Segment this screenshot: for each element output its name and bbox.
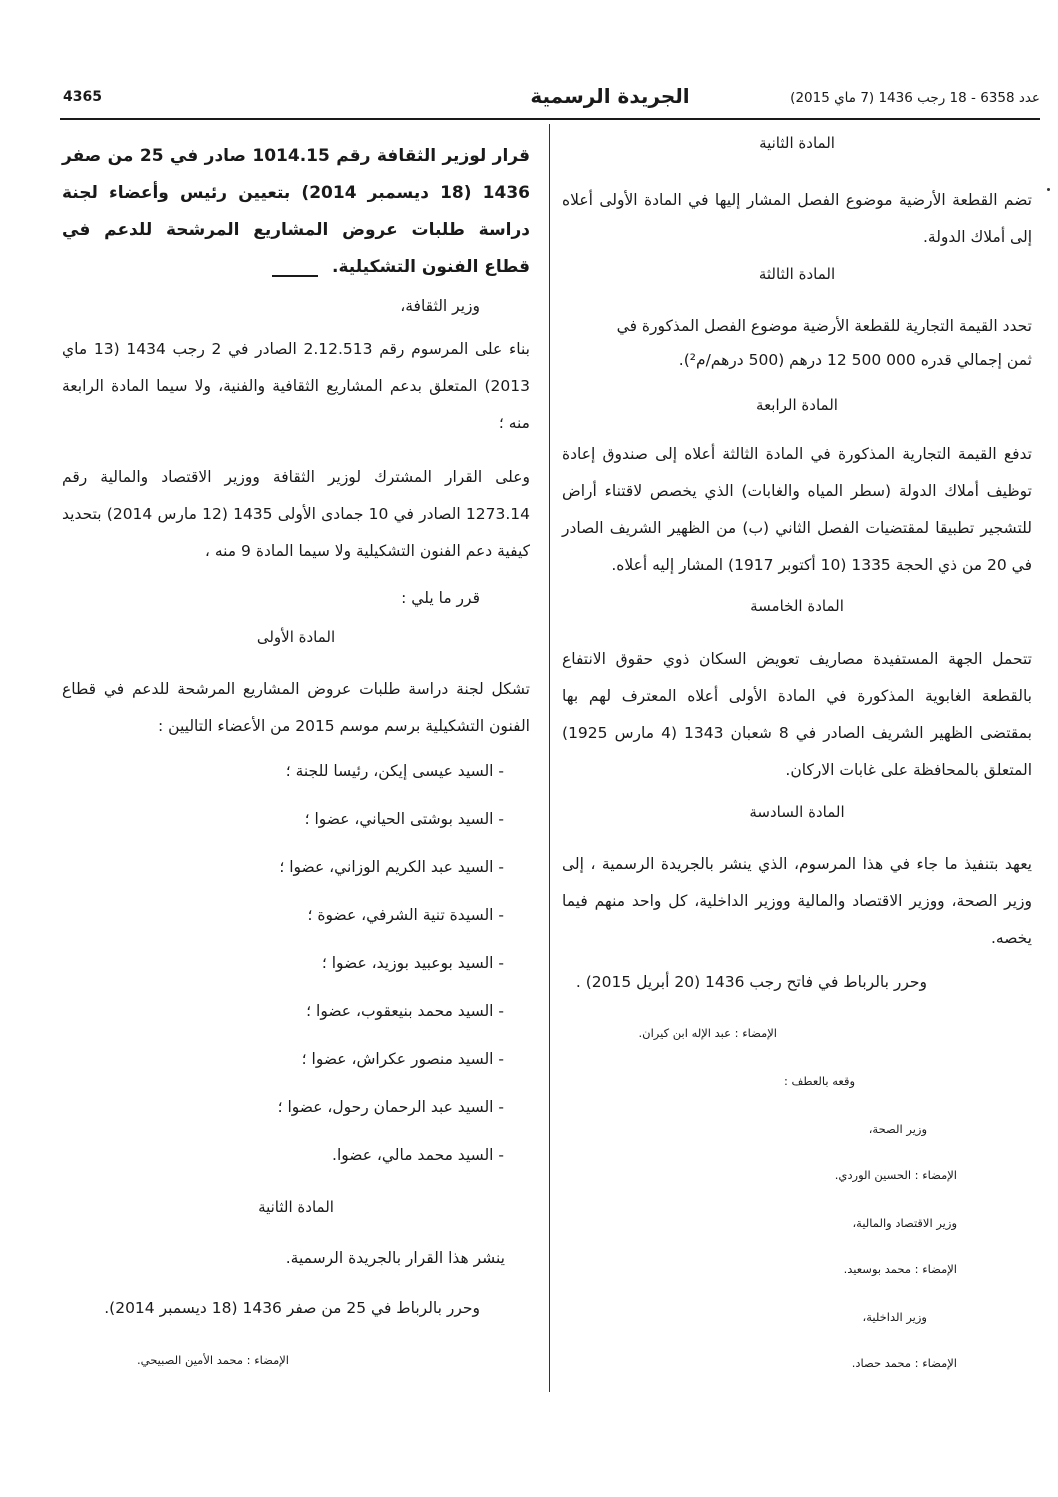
art2-text: تضم القطعة الأرضية موضوع الفصل المشار إليها في المادة الأولى أعلاه إلى أملاك الدولة. [562,191,1032,246]
list-item: - السيد عيسى إيكن، رئيسا للجنة ؛ [285,762,504,780]
header-rule [60,118,1040,120]
art4-heading: المادة الرابعة [756,396,838,414]
recital-2: وعلى القرار المشترك لوزير الثقافة ووزير الاقتصاد والمالية رقم 1273.14 الصادر في 10 جمادى الأولى 1435 (12 مارس 2014) بتحديد كيفية دعم الفنون التشكيلية ولا سيما المادة 9 منه ، [62,468,530,560]
page-number: 4365 [63,89,102,105]
art2-text-left: ينشر هذا القرار بالجريدة الرسمية. [285,1249,505,1267]
culture-minister-signature: الإمضاء : محمد الأمين الصبيحي. [137,1353,289,1367]
decision-title: قرار لوزير الثقافة رقم 1014.15 صادر في 25 من صفر 1436 (18 ديسمبر 2014) بتعيين رئيس وأعضاء لجنة دراسة طلبات عروض المشاريع المرشحة للدعم في قطاع الفنون التشكيلية. [62,146,530,277]
art3-text-line1: تحدد القيمة التجارية للقطعة الأرضية موضوع الفصل المذكورة في [616,317,1032,335]
left-done-at: وحرر بالرباط في 25 من صفر 1436 (18 ديسمبر 2014). [104,1299,480,1317]
art4-text: تدفع القيمة التجارية المذكورة في المادة الثالثة أعلاه إلى صندوق إعادة توظيف أملاك الدولة (سطر المياه والغابات) الذي يخصص لاقتناء أراض للتشجير تطبيقا لمقتضيات الفصل الثاني (ب) من الظهير الشريف الصادر في 20 من ذي الحجة 1335 (10 أكتوبر 1917) المشار إليه أعلاه. [562,445,1032,574]
art1-text: تشكل لجنة دراسة طلبات عروض المشاريع المرشحة للدعم في قطاع الفنون التشكيلية برسم موسم 2015 من الأعضاء التاليين : [62,680,530,735]
art5-text: تتحمل الجهة المستفيدة مصاريف تعويض السكان ذوي حقوق الانتفاع بالقطعة الغابوية المذكورة في المادة الأولى أعلاه المعترف لهم بها بمقتضى الظهير الشريف الصادر في 8 شعبان 1343 (4 مارس 1925) المتعلق بالمحافظة على غابات الاركان. [562,650,1032,779]
minister1-title: وزير الصحة، [868,1122,927,1136]
list-item: - السيد بوعبيد بوزيد، عضوا ؛ [321,954,504,972]
list-item: - السيد محمد بنيعقوب، عضوا ؛ [306,1002,504,1020]
minister1-signature: الإمضاء : الحسين الوردي. [834,1168,957,1182]
art6-heading: المادة السادسة [749,803,845,821]
list-item: - السيد عبد الرحمان رحول، عضوا ؛ [277,1098,504,1116]
page-header [60,84,1040,114]
issue-info: عدد 6358 - 18 رجب 1436 (7 ماي 2015) [790,90,1040,106]
art3-text-line2: ثمن إجمالي قدره 000 500 12 درهم (500 درهم/م²). [678,351,1032,369]
list-item: - السيدة تنية الشرفي، عضوة ؛ [307,906,504,924]
list-item: - السيد محمد مالي، عضوا. [332,1146,504,1164]
publication-title: الجريدة الرسمية [530,84,690,108]
title-separator [272,275,318,277]
minister2-title: وزير الاقتصاد والمالية، [852,1216,957,1230]
minister3-signature: الإمضاء : محمد حصاد. [851,1356,957,1370]
art1-heading: المادة الأولى [256,628,336,646]
art5-heading: المادة الخامسة [750,597,844,615]
decides-line: قرر ما يلي : [401,589,480,607]
list-item: - السيد منصور عكراش، عضوا ؛ [301,1050,504,1068]
recital-1: بناء على المرسوم رقم 2.12.513 الصادر في 2 رجب 1434 (13 ماي 2013) المتعلق بدعم المشاريع الثقافية والفنية، ولا سيما المادة الرابعة منه ؛ [62,340,530,432]
minister2-signature: الإمضاء : محمد بوسعيد. [843,1262,957,1276]
countersign-intro: وقعه بالعطف : [783,1074,855,1088]
art3-heading: المادة الثالثة [758,265,836,283]
list-item: - السيد عبد الكريم الوزاني، عضوا ؛ [279,858,504,876]
art2-heading-left: المادة الثانية [258,1198,334,1216]
pm-signature: الإمضاء : عبد الإله ابن كيران. [638,1026,777,1040]
list-item: - السيد بوشتى الحياني، عضوا ؛ [304,810,504,828]
minister3-title: وزير الداخلية، [862,1310,927,1324]
column-divider [549,124,550,1392]
edge-mark [1047,188,1050,191]
right-done-at: وحرر بالرباط في فاتح رجب 1436 (20 أبريل 2015) . [575,973,927,991]
art2-heading: المادة الثانية [759,134,835,152]
art6-text: يعهد بتنفيذ ما جاء في هذا المرسوم، الذي ينشر بالجريدة الرسمية ، إلى وزير الصحة، ووزير الاقتصاد والمالية ووزير الداخلية، كل واحد منهم فيما يخصه. [562,855,1032,947]
minister-line: وزير الثقافة، [400,297,480,315]
